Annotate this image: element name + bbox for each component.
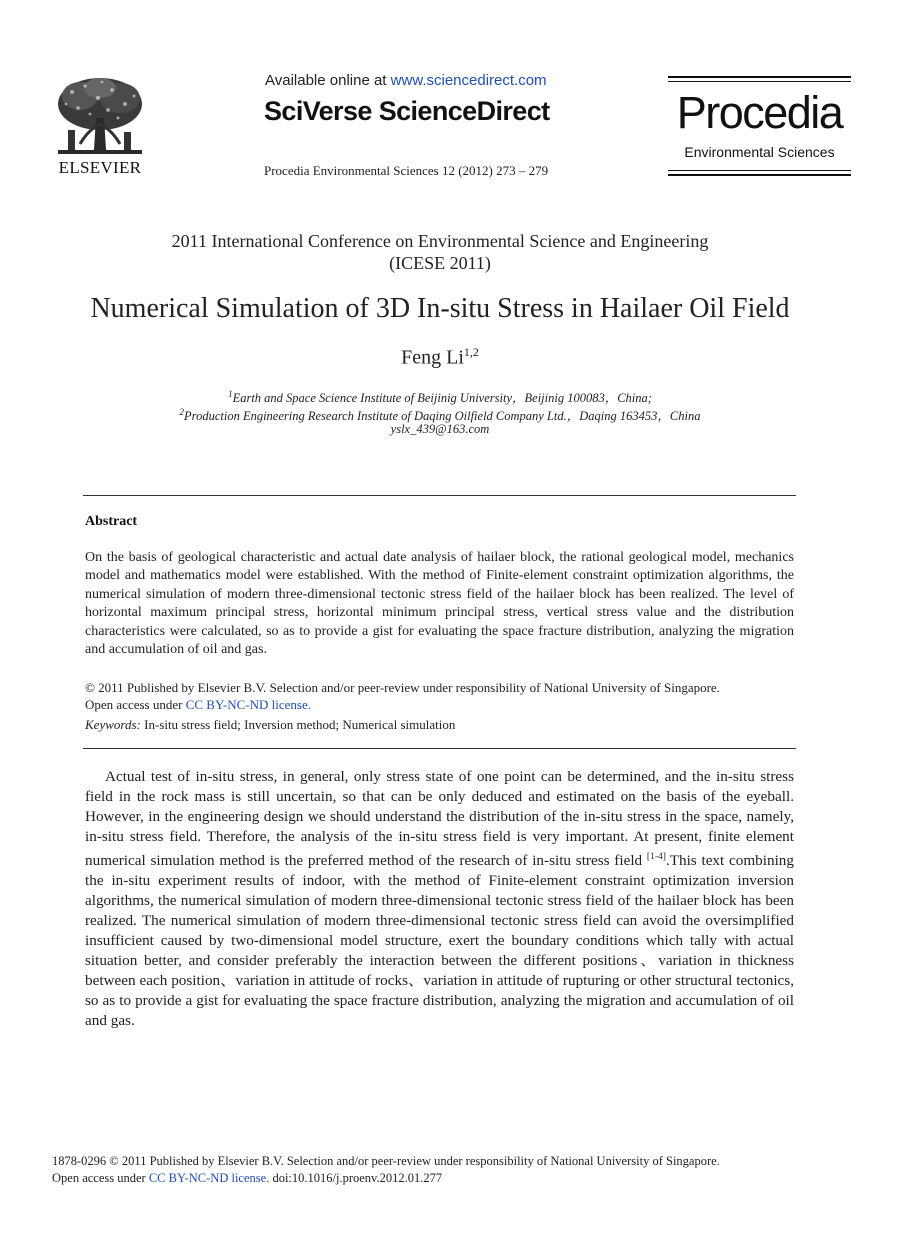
conference-line-1: 2011 International Conference on Environmental Science and Engineering (171, 231, 709, 251)
keywords-label: Keywords: (85, 717, 141, 732)
sciverse-sciencedirect-logo: SciVerse ScienceDirect (264, 96, 550, 126)
elsevier-wordmark: ELSEVIER (58, 158, 142, 177)
footer-doi: doi:10.1016/j.proenv.2012.01.277 (269, 1171, 443, 1185)
keywords-list: In-situ stress field; Inversion method; Numerical simulation (140, 717, 456, 732)
paper-title: Numerical Simulation of 3D In-situ Stress in Hailaer Oil Field (90, 293, 790, 324)
procedia-subtitle: Environmental Sciences (684, 144, 835, 160)
affiliation-1-text: Earth and Space Science Institute of Beijinig University，Beijinig 100083，China; (232, 391, 652, 406)
procedia-top-rule-thin (668, 81, 851, 82)
affiliation-2-mark: 2 (179, 407, 185, 417)
citation: [1-4] (646, 852, 666, 862)
keywords (85, 717, 455, 733)
available-online-label: Available online at (265, 72, 391, 89)
body-text-part-2: .This text combining the in-situ experiment results of indoor, with the method of Finite-element constraint optimization inversion algorithms, the numerical simulation of modern three-dimensional tectonic stress field of the hailaer block has been realized. The numerical simulation of modern three-dimensional tectonic stress field can avoid the oversimplified insufficient caused by two-dimensional model structure, exert the boundary conditions which tally with actual situation better, and consider preferably the interaction between the different positions、variation in thickness between each position、variation in attitude of rocks、variation in attitude of rupturing or other structural tectonics, so as to provide a gist for evaluating the space fracture distribution, analyzing the migration and accumulation of oil and gas. (85, 852, 794, 1030)
divider-top (83, 495, 796, 496)
body-text-part-1: Actual test of in-situ stress, in general, only stress state of one point can be determined, and the in-situ stress field in the rock mass is still uncertain, so that can be only deduced and estimated on the basis of the eyeball. However, in the engineering design we should understand the distribution of the in-situ stress in the space, namely, in-situ stress field. Therefore, the analysis of the in-situ stress field is very important. At present, finite element numerical simulation method is the preferred method of the research of in-situ stress field (85, 768, 794, 870)
abstract-heading: Abstract (85, 514, 138, 529)
elsevier-logo (50, 74, 150, 178)
author-email: yslx_439@163.com (390, 422, 490, 436)
procedia-top-rule (668, 76, 851, 78)
abstract-text: On the basis of geological characteristic and actual date analysis of hailaer block, the rational geological model, mechanics model and mathematics model were established. With the method of Finite-element constraint optimization algorithms, the numerical simulation of modern three-dimensional tectonic stress field of the hailaer block has been realized. The level of horizontal maximum principal stress, horizontal minimum principal stress, vertical stress value and the distribution characteristics were calculated, so as to provide a gist for evaluating the space fracture distribution, analyzing the migration and accumulation of oil and gas. (85, 550, 794, 658)
procedia-wordmark: Procedia (676, 87, 843, 138)
affiliation-2-text: Production Engineering Research Institute of Daqing Oilfield Company Ltd.，Daqing 163453，China (184, 409, 701, 424)
procedia-logo (668, 76, 851, 176)
body-paragraph (85, 767, 794, 1031)
sciencedirect-link[interactable]: www.sciencedirect.com (390, 72, 547, 89)
page-footer (52, 1153, 720, 1187)
available-online (265, 72, 547, 89)
elsevier-tree-emblem (50, 74, 150, 158)
author-affiliation-marks: 1,2 (463, 345, 479, 359)
procedia-bottom-rule (668, 174, 851, 176)
open-access-line (85, 696, 720, 713)
conference-line-2: (ICESE 2011) (389, 253, 491, 273)
license-link[interactable]: CC BY-NC-ND license. (185, 697, 312, 712)
journal-reference: Procedia Environmental Sciences 12 (2012) 273 – 279 (264, 163, 549, 178)
conference-name (0, 230, 880, 274)
footer-license-link[interactable]: CC BY-NC-ND license. (148, 1171, 270, 1185)
copyright-line: © 2011 Published by Elsevier B.V. Selection and/or peer-review under responsibility of National University of Singapore. (85, 680, 720, 695)
author-name: Feng Li (401, 346, 464, 369)
footer-open-access-label: Open access under (52, 1171, 149, 1185)
affiliation-1-mark: 1 (228, 389, 233, 399)
author (0, 345, 880, 370)
footer-issn-line: 1878-0296 © 2011 Published by Elsevier B.V. Selection and/or peer-review under responsibility of National University of Singapore. (52, 1154, 720, 1168)
abstract-copyright (85, 679, 720, 713)
open-access-label: Open access under (85, 697, 186, 712)
procedia-bottom-rule-thin (668, 170, 851, 171)
footer-open-access-line (52, 1170, 720, 1187)
divider-bottom (83, 748, 796, 749)
